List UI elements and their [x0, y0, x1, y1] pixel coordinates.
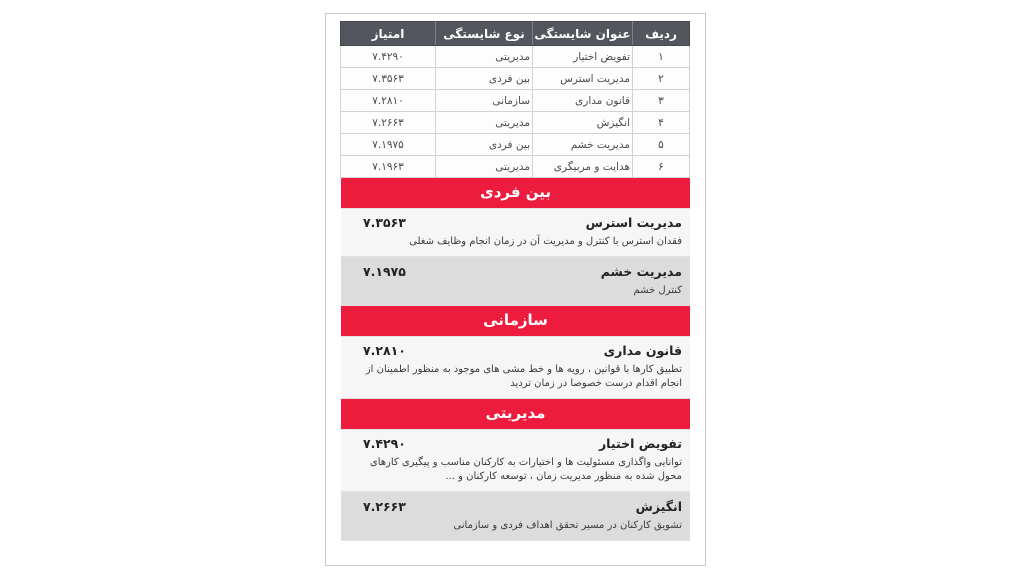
competency-item [341, 429, 690, 492]
header-row-number: ردیف [633, 22, 690, 46]
section-banner-organizational: سازمانی [341, 306, 690, 336]
type-cell: بین فردی [436, 68, 533, 90]
competency-item-head [349, 215, 682, 230]
title-cell: مدیریت استرس [533, 68, 633, 90]
competency-description: توانایی واگذاری مسئولیت ها و اختیارات به کارکنان مناسب و پیگیری کارهای محول شده به منظور مدیریت زمان ، توسعه کارکنان و ... [369, 457, 682, 482]
competency-description: کنترل خشم [633, 285, 682, 296]
competency-item [341, 492, 690, 541]
competency-summary-table [340, 21, 690, 178]
type-cell: مدیریتی [436, 156, 533, 178]
section-banner-interpersonal: بین فردی [341, 178, 690, 208]
row-number-cell: ۴ [633, 112, 690, 134]
table-header-row [341, 22, 690, 46]
score-cell: ۷.۳۵۶۳ [341, 68, 436, 90]
table-row [341, 68, 690, 90]
type-cell: بین فردی [436, 134, 533, 156]
row-number-cell: ۳ [633, 90, 690, 112]
row-number-cell: ۶ [633, 156, 690, 178]
competency-item-head [349, 343, 682, 358]
row-number-cell: ۵ [633, 134, 690, 156]
competency-item-head [349, 499, 682, 514]
competency-score: ۷.۴۲۹۰ [363, 436, 406, 451]
title-cell: مدیریت خشم [533, 134, 633, 156]
table-row [341, 134, 690, 156]
competency-title: مدیریت استرس [585, 215, 682, 230]
competency-score: ۷.۲۶۶۳ [363, 499, 406, 514]
table-row [341, 46, 690, 68]
type-cell: مدیریتی [436, 46, 533, 68]
competency-description: تطبیق کارها با قوانین ، رویه ها و خط مشی های موجود به منظور اطمینان از انجام اقدام درست خصوصا در زمان تردید [365, 364, 682, 389]
competency-item [341, 336, 690, 399]
title-cell: انگیزش [533, 112, 633, 134]
competency-score: ۷.۲۸۱۰ [363, 343, 406, 358]
row-number-cell: ۱ [633, 46, 690, 68]
competency-title: تفویض اختیار [598, 436, 682, 451]
header-competency-type: نوع شایستگی [436, 22, 533, 46]
competency-item [341, 257, 690, 306]
competency-description: تشویق کارکنان در مسیر تحقق اهداف فردی و سازمانی [453, 520, 682, 531]
score-cell: ۷.۲۶۶۳ [341, 112, 436, 134]
title-cell: قانون مداری [533, 90, 633, 112]
competency-description: فقدان استرس با کنترل و مدیریت آن در زمان انجام وظایف شغلی [409, 236, 682, 247]
report-page [325, 13, 706, 566]
row-number-cell: ۲ [633, 68, 690, 90]
competency-title: مدیریت خشم [600, 264, 682, 279]
section-banner-managerial: مدیریتی [341, 399, 690, 429]
header-score: امتیاز [341, 22, 436, 46]
competency-item [341, 208, 690, 257]
score-cell: ۷.۲۸۱۰ [341, 90, 436, 112]
type-cell: مدیریتی [436, 112, 533, 134]
score-cell: ۷.۱۹۷۵ [341, 134, 436, 156]
competency-title: قانون مداری [603, 343, 682, 358]
competency-item-head [349, 264, 682, 279]
score-cell: ۷.۴۲۹۰ [341, 46, 436, 68]
type-cell: سازمانی [436, 90, 533, 112]
title-cell: تفویض اختیار [533, 46, 633, 68]
score-cell: ۷.۱۹۶۳ [341, 156, 436, 178]
competency-title: انگیزش [635, 499, 682, 514]
table-row [341, 156, 690, 178]
title-cell: هدایت و مربیگری [533, 156, 633, 178]
table-row [341, 112, 690, 134]
table-row [341, 90, 690, 112]
header-competency-title: عنوان شایستگی [533, 22, 633, 46]
competency-score: ۷.۳۵۶۳ [363, 215, 406, 230]
competency-score: ۷.۱۹۷۵ [363, 264, 406, 279]
competency-item-head [349, 436, 682, 451]
